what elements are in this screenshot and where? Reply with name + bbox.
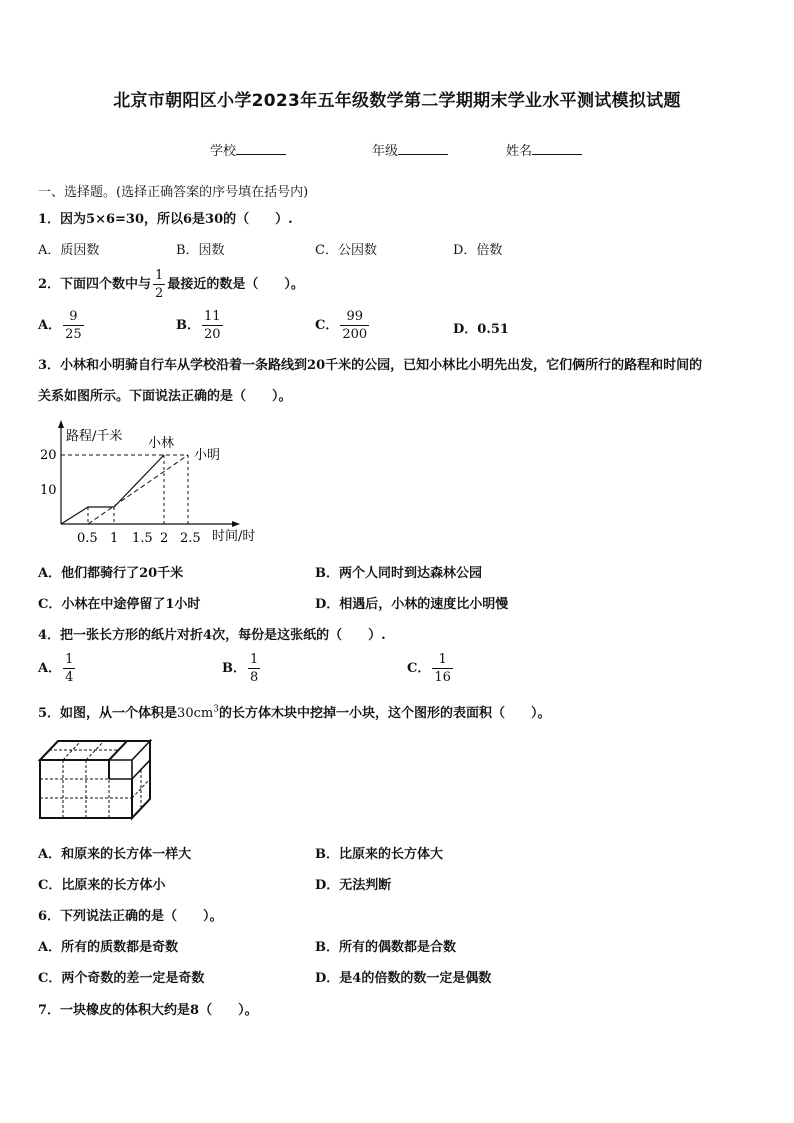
fraction-numerator: 99 [340, 308, 369, 326]
q6-option-d[interactable]: D．是4的倍数的数一定是偶数 [315, 971, 492, 986]
fraction-numerator: 1 [432, 651, 453, 669]
q4-stem: 4．把一张长方形的纸片对折4次，每份是这张纸的（ ）. [38, 628, 386, 643]
grade-field [372, 140, 448, 159]
fraction-denominator: 200 [342, 327, 368, 342]
option-label: A． [38, 318, 62, 333]
option-label: A． [38, 661, 62, 676]
x-axis-arrow [232, 521, 240, 527]
q4-option-b[interactable] [222, 651, 262, 686]
q6-option-a[interactable]: A．所有的质数都是奇数 [38, 940, 179, 955]
q4-option-c[interactable] [407, 651, 455, 686]
x-tick-2: 2 [160, 531, 169, 546]
option-label: B． [176, 318, 200, 333]
q1-stem: 1．因为5×6=30，所以6是30的（ ）. [38, 212, 293, 227]
page-title: 北京市朝阳区小学2023年五年级数学第二学期期末学业水平测试模拟试题 [113, 91, 681, 111]
x-tick-0-5: 0.5 [77, 531, 98, 546]
q2-stem-fraction [153, 267, 165, 302]
q5-option-a[interactable]: A．和原来的长方体一样大 [38, 847, 192, 862]
option-fraction [432, 651, 453, 686]
q3-option-b[interactable]: B．两个人同时到达森林公园 [315, 566, 482, 581]
q2-option-d[interactable] [453, 318, 509, 337]
q3-stem-line1: 3．小林和小明骑自行车从学校沿着一条路线到20千米的公园，已知小林比小明先出发，它们俩所行的路程和时间的 [38, 358, 703, 373]
school-field [210, 140, 286, 159]
fraction-numerator: 1 [155, 268, 164, 283]
q3-stem-line2: 关系如图所示。下面说法正确的是（ ）。 [38, 389, 292, 404]
y-axis-arrow [58, 420, 64, 428]
y-axis-label: 路程/千米 [66, 429, 123, 444]
q5-volume-exponent: 3 [213, 704, 219, 715]
q4-option-a[interactable] [38, 651, 77, 686]
section-heading: 一、选择题。(选择正确答案的序号填在括号内) [38, 185, 309, 200]
fraction-denominator: 2 [155, 286, 164, 301]
option-fraction [248, 651, 260, 686]
q5-stem-post: 的长方体木块中挖掉一小块，这个图形的表面积（ ）。 [218, 706, 551, 721]
q3-option-c[interactable]: C．小林在中途停留了1小时 [38, 597, 201, 612]
q5-volume: 30cm [177, 706, 214, 721]
q3-option-d[interactable]: D．相遇后，小林的速度比小明慢 [315, 597, 509, 612]
q7-stem: 7．一块橡皮的体积大约是8（ ）。 [38, 1003, 258, 1018]
q2-option-c[interactable] [315, 308, 371, 343]
x-tick-1: 1 [110, 531, 119, 546]
fraction-numerator: 1 [65, 652, 74, 667]
option-label: B． [222, 661, 246, 676]
school-label: 学校 [210, 144, 237, 159]
xiaoming-label: 小明 [194, 448, 221, 463]
q6-option-c[interactable]: C．两个奇数的差一定是奇数 [38, 971, 205, 986]
q5-stem [38, 702, 550, 721]
fraction-numerator: 1 [250, 652, 259, 667]
xiaoming-line [88, 455, 188, 524]
grade-label: 年级 [372, 144, 399, 159]
q2-option-a[interactable] [38, 308, 86, 343]
xiaolin-label: 小林 [148, 436, 175, 451]
q3-option-a[interactable]: A．他们都骑行了20千米 [38, 566, 184, 581]
q6-option-b[interactable]: B．所有的偶数都是合数 [315, 940, 456, 955]
q5-option-c[interactable]: C．比原来的长方体小 [38, 878, 166, 893]
option-value: 0.51 [477, 322, 509, 337]
option-fraction [63, 308, 84, 343]
name-label: 姓名 [506, 144, 533, 159]
fraction-denominator: 16 [434, 670, 451, 685]
q6-stem: 6．下列说法正确的是（ ）。 [38, 909, 223, 924]
cuboid-figure [38, 738, 154, 822]
fraction-numerator: 11 [204, 309, 221, 324]
xiaolin-line [61, 455, 164, 524]
q5-stem-pre: 5．如图，从一个体积是 [38, 706, 178, 721]
option-label: C． [315, 318, 339, 333]
fraction-denominator: 8 [250, 670, 259, 685]
q1-option-a[interactable]: A．质因数 [38, 243, 100, 258]
option-fraction [63, 651, 75, 686]
fraction-denominator: 4 [65, 670, 74, 685]
option-fraction [340, 308, 369, 343]
name-field [506, 140, 582, 159]
y-tick-10: 10 [40, 483, 57, 498]
q1-option-b[interactable]: B．因数 [176, 243, 225, 258]
option-label: D． [453, 322, 478, 337]
option-fraction [202, 308, 223, 343]
q5-option-d[interactable]: D．无法判断 [315, 878, 392, 893]
x-tick-2-5: 2.5 [180, 531, 201, 546]
q2-stem-pre: 2．下面四个数中与 [38, 277, 152, 292]
x-tick-1-5: 1.5 [132, 531, 153, 546]
school-blank[interactable] [236, 142, 286, 155]
q1-option-d[interactable]: D．倍数 [453, 243, 503, 258]
q2-option-b[interactable] [176, 308, 225, 343]
grade-blank[interactable] [398, 142, 448, 155]
x-axis-label: 时间/时 [212, 529, 256, 544]
fraction-denominator: 20 [204, 327, 221, 342]
fraction-denominator: 25 [65, 327, 82, 342]
q2-stem-post: 最接近的数是（ ）。 [167, 277, 304, 292]
distance-time-graph [30, 418, 280, 550]
fraction-numerator: 9 [63, 308, 84, 326]
y-tick-20: 20 [40, 448, 57, 463]
q5-option-b[interactable]: B．比原来的长方体大 [315, 847, 443, 862]
q1-option-c[interactable]: C．公因数 [315, 243, 377, 258]
option-label: C． [407, 661, 431, 676]
q2-stem [38, 267, 304, 302]
name-blank[interactable] [532, 142, 582, 155]
